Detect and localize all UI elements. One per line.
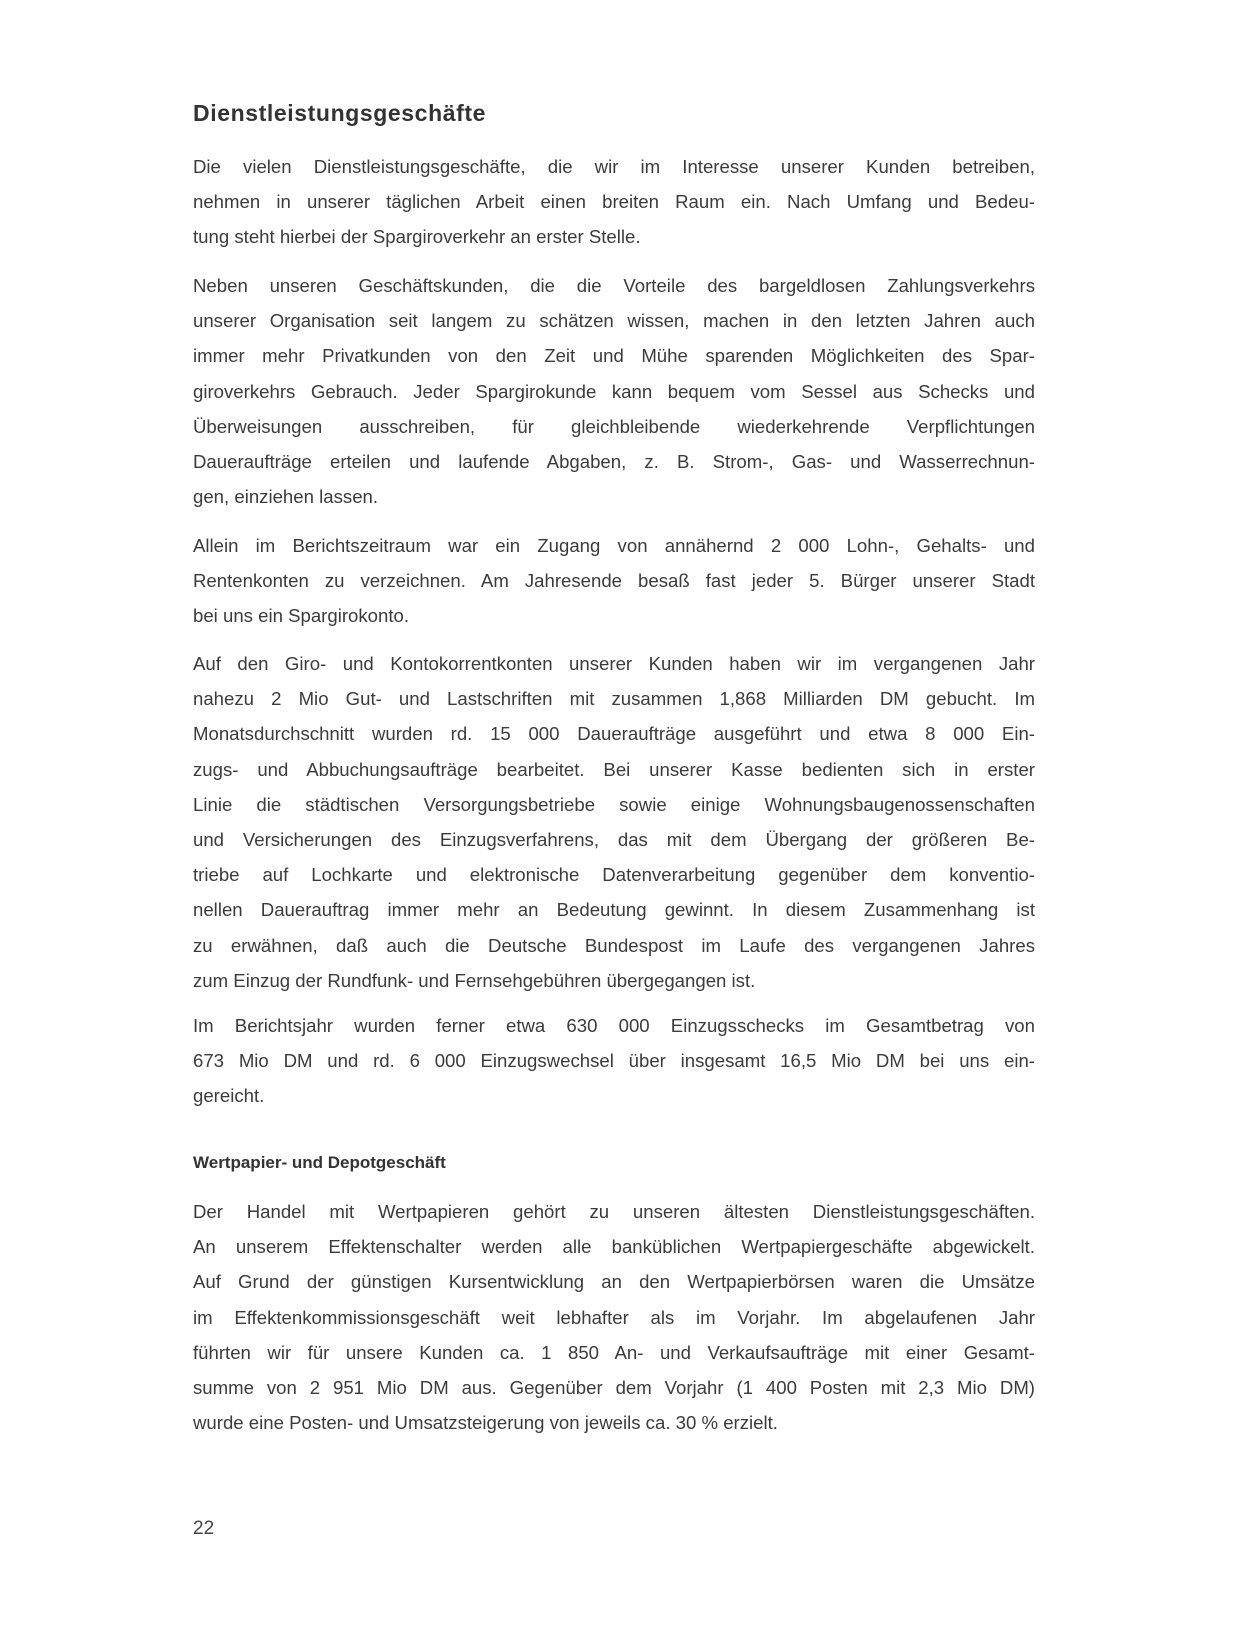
text-line: Linie die städtischen Versorgungsbetriebe sowie einige Wohnungsbaugenossenschaften: [193, 793, 1035, 815]
text-line: unserer Organisation seit langem zu schätzen wissen, machen in den letzten Jahren auch: [193, 310, 1035, 332]
text-line: gen, einziehen lassen.: [193, 486, 379, 508]
text-line: tung steht hierbei der Spargiroverkehr an erster Stelle.: [193, 226, 641, 248]
text-line: Der Handel mit Wertpapieren gehört zu unseren ältesten Dienstleistungsgeschäften.: [193, 1201, 1035, 1222]
text-line: gereicht.: [193, 1085, 265, 1107]
text-line: Auf Grund der günstigen Kursentwicklung an den Wertpapierbörsen waren die Umsätze: [193, 1271, 1035, 1293]
paragraph-securities: [193, 1194, 1035, 1440]
section-heading: Wertpapier- und Depotgeschäft: [193, 1153, 446, 1172]
text-line: Neben unseren Geschäftskunden, die die Vorteile des bargeldlosen Zahlungsverkehrs: [193, 275, 1035, 296]
paragraph-private-customers: [193, 268, 1035, 514]
paragraph-new-accounts: [193, 528, 1035, 634]
text-line: nehmen in unserer täglichen Arbeit einen breiten Raum ein. Nach Umfang und Bedeu-: [193, 191, 1035, 213]
page-number: 22: [193, 1518, 215, 1539]
text-line: und Versicherungen des Einzugsverfahrens, das mit dem Übergang der größeren Be-: [193, 829, 1035, 851]
text-line: im Effektenkommissionsgeschäft weit lebhafter als im Vorjahr. Im abgelaufenen Jahr: [193, 1306, 1035, 1328]
text-line: 673 Mio DM und rd. 6 000 Einzugswechsel über insgesamt 16,5 Mio DM bei uns ein-: [193, 1050, 1035, 1072]
text-line: summe von 2 951 Mio DM aus. Gegenüber dem Vorjahr (1 400 Posten mit 2,3 Mio DM): [193, 1377, 1035, 1399]
text-line: führten wir für unsere Kunden ca. 1 850 An- und Verkaufsaufträge mit einer Gesamt-: [193, 1341, 1035, 1363]
text-line: Überweisungen ausschreiben, für gleichbleibende wiederkehrende Verpflichtungen: [193, 415, 1035, 437]
paragraph-intro: [193, 149, 1035, 255]
text-line: zu erwähnen, daß auch die Deutsche Bundespost im Laufe des vergangenen Jahres: [193, 934, 1035, 956]
paragraph-giro-accounts: [193, 646, 1035, 998]
text-line: Im Berichtsjahr wurden ferner etwa 630 000 Einzugsschecks im Gesamtbetrag von: [193, 1015, 1035, 1036]
text-line: bei uns ein Spargirokonto.: [193, 605, 410, 627]
text-line: zugs- und Abbuchungsaufträge bearbeitet. Bei unserer Kasse bedienten sich in erster: [193, 758, 1035, 780]
paragraph-collection-checks: [193, 1008, 1035, 1114]
text-line: Daueraufträge erteilen und laufende Abgaben, z. B. Strom-, Gas- und Wasserrechnun-: [193, 451, 1035, 473]
text-line: triebe auf Lochkarte und elektronische Datenverarbeitung gegenüber dem konventio-: [193, 864, 1035, 886]
text-line: nahezu 2 Mio Gut- und Lastschriften mit zusammen 1,868 Milliarden DM gebucht. Im: [193, 688, 1035, 710]
text-line: wurde eine Posten- und Umsatzsteigerung von jeweils ca. 30 % erzielt.: [193, 1412, 778, 1434]
text-line: zum Einzug der Rundfunk- und Fernsehgebühren übergegangen ist.: [193, 969, 756, 991]
text-line: giroverkehrs Gebrauch. Jeder Spargirokunde kann bequem vom Sessel aus Schecks und: [193, 380, 1035, 402]
text-line: immer mehr Privatkunden von den Zeit und Mühe sparenden Möglichkeiten des Spar-: [193, 345, 1035, 367]
text-line: Allein im Berichtszeitraum war ein Zugang von annähernd 2 000 Lohn-, Gehalts- und: [193, 535, 1035, 556]
text-line: An unserem Effektenschalter werden alle banküblichen Wertpapiergeschäfte abgewickelt.: [193, 1236, 1035, 1258]
page-title: Dienstleistungsgeschäfte: [193, 100, 487, 126]
text-line: nellen Dauerauftrag immer mehr an Bedeutung gewinnt. In diesem Zusammenhang ist: [193, 899, 1035, 921]
text-line: Rentenkonten zu verzeichnen. Am Jahresende besaß fast jeder 5. Bürger unserer Stadt: [193, 570, 1035, 592]
text-line: Auf den Giro- und Kontokorrentkonten unserer Kunden haben wir im vergangenen Jahr: [193, 653, 1035, 674]
text-line: Die vielen Dienstleistungsgeschäfte, die wir im Interesse unserer Kunden betreiben,: [193, 156, 1035, 177]
text-line: Monatsdurchschnitt wurden rd. 15 000 Daueraufträge ausgeführt und etwa 8 000 Ein-: [193, 723, 1035, 745]
